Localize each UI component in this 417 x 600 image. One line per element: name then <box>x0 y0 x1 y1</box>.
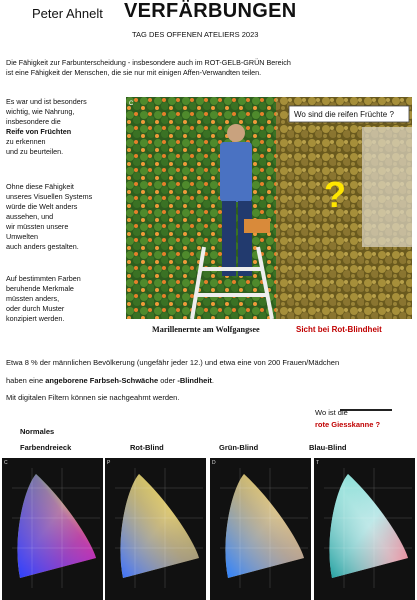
chromaticity-panel-rot-blind <box>105 458 206 600</box>
sidebar-text: oder durch Muster <box>6 304 65 313</box>
diagram-heading: Normales <box>20 427 55 436</box>
panel-mark: T <box>316 460 320 466</box>
body-line-3: Mit digitalen Filtern können sie nachgeahmt werden. <box>6 393 180 402</box>
photo-question-text: Wo sind die reifen Früchte ? <box>294 110 394 119</box>
sidebar-text: insbesondere die <box>6 117 61 126</box>
sidebar-block-3 <box>6 274 124 324</box>
harvest-photo-illustration <box>126 97 412 319</box>
sidebar-text: Ohne diese Fähigkeit <box>6 182 74 191</box>
intro-paragraph <box>6 58 411 78</box>
chromaticity-diagram-gruen-blind <box>210 458 311 600</box>
body-text: oder <box>158 376 178 385</box>
sidebar-text: Auf bestimmten Farben <box>6 274 81 283</box>
sidebar-text: konzipiert werden. <box>6 314 65 323</box>
question-watering-can-line-1: Wo ist die <box>315 408 348 417</box>
sidebar-text: aussehen, und <box>6 212 54 221</box>
chromaticity-panel-gruen-blind <box>210 458 311 600</box>
sidebar-bold-text: Reife von Früchten <box>6 127 72 136</box>
page-subtitle: TAG DES OFFENEN ATELIERS 2023 <box>132 30 259 39</box>
sidebar-text: und zu beurteilen. <box>6 147 64 156</box>
chromaticity-panel-normal <box>2 458 103 600</box>
sidebar-text: wichtig, wie Nahrung, <box>6 107 75 116</box>
sidebar-text: unseres Visuellen Systems <box>6 192 93 201</box>
panel-mark: C <box>4 460 8 466</box>
sidebar-text: müssten anders, <box>6 294 60 303</box>
intro-line-2: ist eine Fähigkeit der Menschen, die sie nur mit einigen Affen-Verwandten teilen. <box>6 68 262 77</box>
sidebar-text: Umwelten <box>6 232 38 241</box>
label-gruen-blind: Grün-Blind <box>219 443 259 452</box>
body-text: haben eine <box>6 376 46 385</box>
panel-mark: P <box>107 460 111 466</box>
sidebar-block-2 <box>6 182 124 252</box>
question-watering-can-line-2: rote Giesskanne ? <box>315 420 381 429</box>
photo-corner-mark: C <box>129 101 134 107</box>
chromaticity-panel-blau-blind <box>314 458 415 600</box>
intro-line-1: Die Fähigkeit zur Farbunterscheidung - insbesondere auch im ROT-GELB-GRÜN Bereich <box>6 58 291 67</box>
photo-caption-left: Marillenernte am Wolfgangsee <box>152 325 260 334</box>
label-blau-blind: Blau-Blind <box>309 443 347 452</box>
sidebar-text: würde die Welt anders <box>6 202 78 211</box>
chromaticity-diagram-normal <box>2 458 103 600</box>
redaction-bar <box>340 409 392 411</box>
panel-mark: D <box>212 460 216 466</box>
sidebar-text: wir müssten unsere <box>6 222 69 231</box>
question-mark-overlay: ? <box>324 174 346 215</box>
label-farbendreieck: Farbendreieck <box>20 443 72 452</box>
sidebar-block-1 <box>6 97 124 157</box>
sidebar-text: Es war und ist besonders <box>6 97 87 106</box>
sidebar-text: beruhende Merkmale <box>6 284 74 293</box>
harvest-photo <box>126 97 412 319</box>
label-rot-blind: Rot-Blind <box>130 443 164 452</box>
photo-caption-right: Sicht bei Rot-Blindheit <box>296 325 382 334</box>
body-line-1: Etwa 8 % der männlichen Bevölkerung (ungefähr jeder 12.) und etwa eine von 200 Frauen/Mädchen <box>6 358 340 367</box>
body-bold-text: -Blindheit <box>177 376 212 385</box>
author-name: Peter Ahnelt <box>32 6 103 21</box>
body-bold-text: angeborene Farbseh-Schwäche <box>45 376 159 385</box>
page-title: VERFÄRBUNGEN <box>124 0 297 22</box>
sidebar-text: zu erkennen <box>6 137 46 146</box>
body-text: . <box>211 376 215 385</box>
body-line-2 <box>6 376 214 385</box>
chromaticity-diagram-rot-blind <box>105 458 206 600</box>
chromaticity-diagram-blau-blind <box>314 458 415 600</box>
sidebar-text: auch anders gestalten. <box>6 242 79 251</box>
